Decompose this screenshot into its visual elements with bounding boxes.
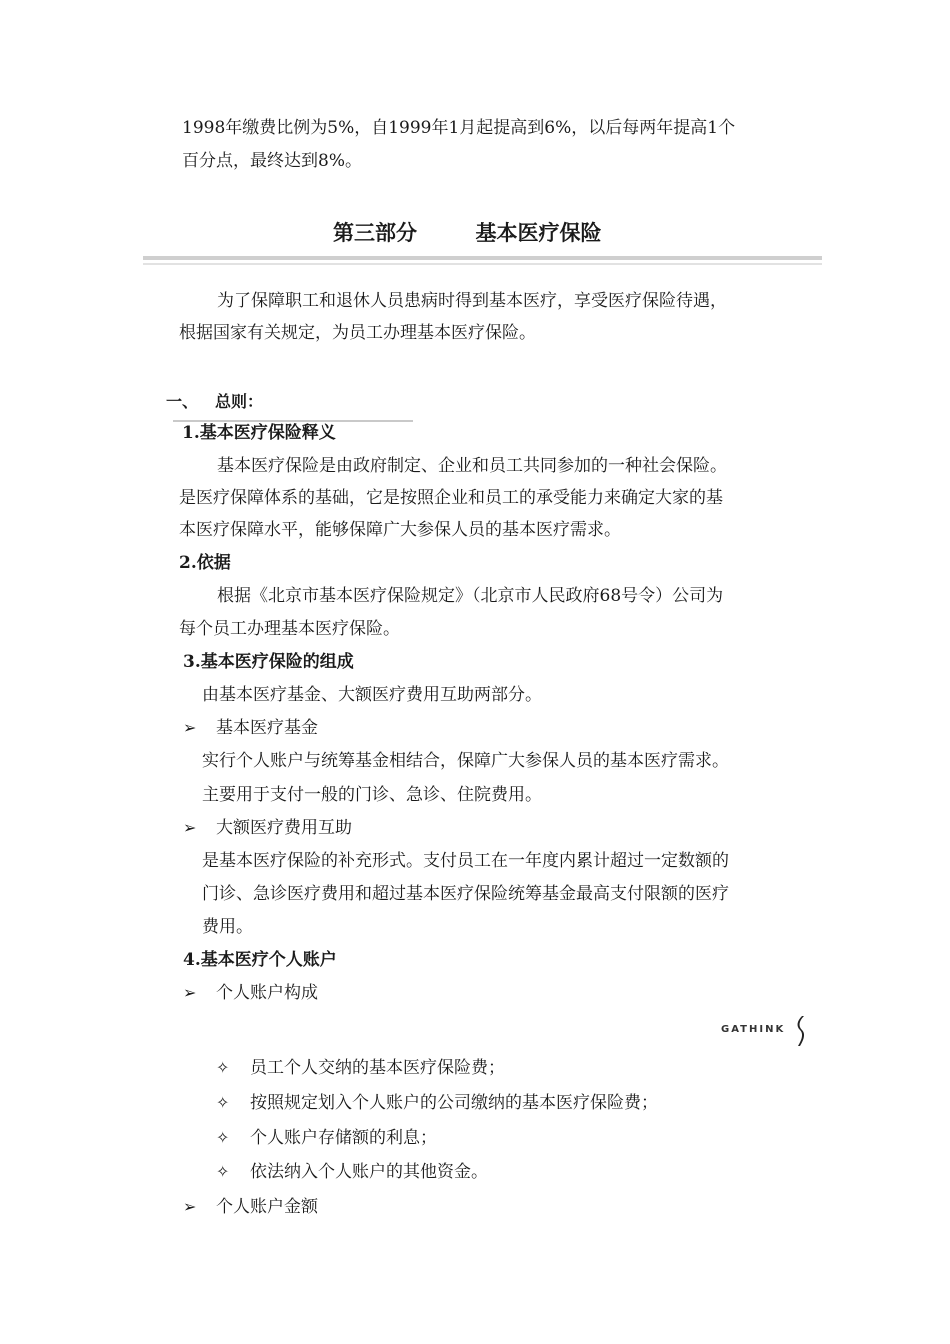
s4-heading: 4.基本医疗个人账户 <box>183 950 337 970</box>
arrow-bullet-icon: ➢ <box>183 818 197 837</box>
gathink-logo-text: GATHINK <box>721 1024 786 1035</box>
section-title: 第三部分 基本医疗保险 <box>333 221 602 245</box>
title-rule-bottom <box>143 263 822 265</box>
s3-bullet-2-label: 大额医疗费用互助 <box>216 818 352 838</box>
diamond-bullet-icon: ✧ <box>216 1093 230 1112</box>
s3-bullet-2-line-2: 门诊、急诊医疗费用和超过基本医疗保险统筹基金最高支付限额的医疗 <box>202 884 729 904</box>
general-label: 总则： <box>215 392 264 411</box>
s2-line-2: 每个员工办理基本医疗保险。 <box>179 619 400 639</box>
s2-line-1: 根据《北京市基本医疗保险规定》（北京市人民政府68号令）公司为 <box>217 586 724 606</box>
s3-bullet-1-label: 基本医疗基金 <box>216 718 318 738</box>
s2-heading: 2.依据 <box>179 553 231 573</box>
s3-bullet-2-line-3: 费用。 <box>202 917 253 937</box>
intro-line-2: 百分点，最终达到8%。 <box>182 151 362 171</box>
s4-item-1: 员工个人交纳的基本医疗保险费； <box>250 1058 505 1078</box>
s1-line-2: 是医疗保障体系的基础，它是按照企业和员工的承受能力来确定大家的基 <box>179 488 723 508</box>
general-number: 一、 <box>166 392 199 411</box>
s1-line-1: 基本医疗保险是由政府制定、企业和员工共同参加的一种社会保险。 <box>217 456 727 476</box>
s4-item-2: 按照规定划入个人账户的公司缴纳的基本医疗保险费； <box>250 1093 658 1113</box>
arrow-bullet-icon: ➢ <box>183 718 197 737</box>
intro-line-1: 1998年缴费比例为5%，自1999年1月起提高到6%，以后每两年提高1个 <box>182 118 736 138</box>
purpose-line-2: 根据国家有关规定，为员工办理基本医疗保险。 <box>179 323 536 343</box>
diamond-bullet-icon: ✧ <box>216 1162 230 1181</box>
s4-item-3: 个人账户存储额的利息； <box>250 1128 437 1148</box>
s3-bullet-2-line-1: 是基本医疗保险的补充形式。支付员工在一年度内累计超过一定数额的 <box>202 851 729 871</box>
s3-bullet-1-line-1: 实行个人账户与统筹基金相结合，保障广大参保人员的基本医疗需求。 <box>202 751 729 771</box>
s1-line-3: 本医疗保障水平，能够保障广大参保人员的基本医疗需求。 <box>179 520 621 540</box>
arrow-bullet-icon: ➢ <box>183 1197 197 1216</box>
s3-heading: 3.基本医疗保险的组成 <box>183 652 354 672</box>
purpose-line-1: 为了保障职工和退休人员患病时得到基本医疗，享受医疗保险待遇， <box>217 291 727 311</box>
diamond-bullet-icon: ✧ <box>216 1128 230 1147</box>
s3-bullet-1-line-2: 主要用于支付一般的门诊、急诊、住院费用。 <box>202 785 542 805</box>
arrow-bullet-icon: ➢ <box>183 983 197 1002</box>
s4-bullet-1-label: 个人账户构成 <box>216 983 318 1003</box>
s4-item-4: 依法纳入个人账户的其他资金。 <box>250 1162 488 1182</box>
gathink-logo-icon <box>793 1015 807 1047</box>
title-rule-top <box>143 256 822 260</box>
s4-bullet-2-label: 个人账户金额 <box>216 1197 318 1217</box>
general-rule <box>173 420 413 422</box>
s1-heading: 1.基本医疗保险释义 <box>182 423 336 443</box>
s3-line-1: 由基本医疗基金、大额医疗费用互助两部分。 <box>202 685 542 705</box>
diamond-bullet-icon: ✧ <box>216 1058 230 1077</box>
